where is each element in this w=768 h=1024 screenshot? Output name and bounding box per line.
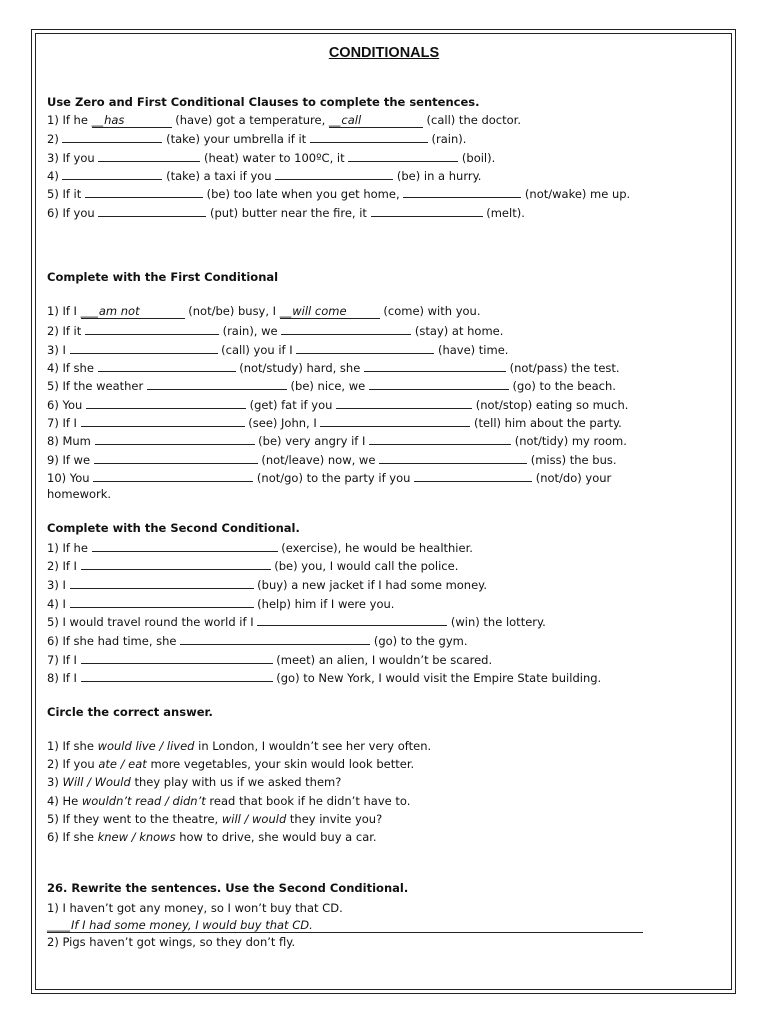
answer-blank[interactable] bbox=[281, 323, 411, 335]
answer-blank[interactable] bbox=[98, 360, 236, 372]
s4-item-3: 3) Will / Would they play with us if we asked them? bbox=[47, 775, 342, 789]
answer-blank[interactable] bbox=[95, 433, 255, 445]
s4-item-5: 5) If they went to the theatre, will / would they invite you? bbox=[47, 812, 383, 826]
answer-blank[interactable] bbox=[180, 633, 370, 645]
answer-blank[interactable] bbox=[336, 397, 472, 409]
answer-blank[interactable] bbox=[70, 596, 254, 608]
answer-blank[interactable] bbox=[81, 652, 273, 664]
s3-item-1: 1) If he (exercise), he would be healthier. bbox=[47, 541, 473, 555]
s3-item-4: 4) I (help) him if I were you. bbox=[47, 597, 395, 611]
answer-blank[interactable] bbox=[296, 342, 434, 354]
answer-options[interactable]: knew / knows bbox=[97, 830, 176, 844]
s2-item-2: 2) If it (rain), we (stay) at home. bbox=[47, 324, 504, 338]
answer-blank[interactable] bbox=[310, 131, 428, 143]
s2-item-4: 4) If she (not/study) hard, she (not/pass) the test. bbox=[47, 361, 620, 375]
answer-blank[interactable] bbox=[379, 452, 527, 464]
s3-item-8: 8) If I (go) to New York, I would visit the Empire State building. bbox=[47, 671, 602, 685]
s2-item-3: 3) I (call) you if I (have) time. bbox=[47, 343, 509, 357]
s2-item-6: 6) You (get) fat if you (not/stop) eating so much. bbox=[47, 398, 629, 412]
s3-item-3: 3) I (buy) a new jacket if I had some money. bbox=[47, 578, 487, 592]
s2-item-9: 9) If we (not/leave) now, we (miss) the bus. bbox=[47, 453, 617, 467]
s1-item-4: 4) (take) a taxi if you (be) in a hurry. bbox=[47, 169, 482, 183]
answer-blank[interactable] bbox=[275, 168, 393, 180]
answer-blank[interactable] bbox=[348, 150, 458, 162]
answer-blank[interactable] bbox=[70, 577, 254, 589]
answer-blank[interactable] bbox=[364, 360, 506, 372]
filled-answer: has bbox=[104, 113, 125, 127]
answer-blank[interactable] bbox=[86, 397, 246, 409]
filled-answer: call bbox=[341, 113, 362, 127]
answer-options[interactable]: would live / lived bbox=[97, 739, 195, 753]
s2-item-1: 1) If I ___am not (not/be) busy, I __will come (come) with you. bbox=[47, 304, 481, 318]
s3-item-2: 2) If I (be) you, I would call the police. bbox=[47, 559, 459, 573]
answer-blank[interactable]: __will come bbox=[280, 305, 380, 319]
answer-blank[interactable]: ____If I had some money, I would buy that CD. bbox=[47, 919, 643, 933]
answer-blank[interactable] bbox=[403, 186, 521, 198]
s4-item-6: 6) If she knew / knows how to drive, she would buy a car. bbox=[47, 830, 377, 844]
section4-heading: Circle the correct answer. bbox=[47, 705, 213, 719]
s5-item-1-answer-line bbox=[47, 918, 643, 933]
answer-options[interactable]: wouldn’t read / didn’t bbox=[81, 794, 206, 808]
s3-item-5: 5) I would travel round the world if I (win) the lottery. bbox=[47, 615, 546, 629]
answer-blank[interactable] bbox=[62, 131, 162, 143]
answer-blank[interactable] bbox=[320, 415, 470, 427]
section2-heading: Complete with the First Conditional bbox=[47, 270, 279, 284]
section3-heading: Complete with the Second Conditional. bbox=[47, 521, 300, 535]
s2-item-10: 10) You (not/go) to the party if you (not/do) your bbox=[47, 471, 612, 485]
answer-blank[interactable] bbox=[81, 558, 271, 570]
answer-options[interactable]: will / would bbox=[221, 812, 287, 826]
section5-heading: 26. Rewrite the sentences. Use the Second Conditional. bbox=[47, 881, 409, 895]
answer-blank[interactable] bbox=[93, 470, 253, 482]
s3-item-7: 7) If I (meet) an alien, I wouldn’t be scared. bbox=[47, 653, 493, 667]
filled-answer: If I had some money, I would buy that CD. bbox=[71, 918, 313, 932]
answer-blank[interactable] bbox=[81, 670, 273, 682]
worksheet-title: CONDITIONALS bbox=[328, 45, 440, 61]
s5-item-1: 1) I haven’t got any money, so I won’t buy that CD. bbox=[47, 901, 343, 915]
s1-item-6: 6) If you (put) butter near the fire, it (melt). bbox=[47, 206, 525, 220]
s1-item-2: 2) (take) your umbrella if it (rain). bbox=[47, 132, 467, 146]
answer-blank[interactable] bbox=[98, 205, 206, 217]
answer-blank[interactable] bbox=[257, 614, 447, 626]
s2-item-7: 7) If I (see) John, I (tell) him about the party. bbox=[47, 416, 622, 430]
s2-item-10-continuation: homework. bbox=[47, 487, 112, 501]
filled-answer: will come bbox=[292, 304, 347, 318]
s4-item-4: 4) He wouldn’t read / didn’t read that book if he didn’t have to. bbox=[47, 794, 411, 808]
answer-blank[interactable] bbox=[92, 540, 278, 552]
s2-item-8: 8) Mum (be) very angry if I (not/tidy) my room. bbox=[47, 434, 627, 448]
answer-blank[interactable] bbox=[369, 433, 511, 445]
answer-blank[interactable] bbox=[81, 415, 245, 427]
s4-item-1: 1) If she would live / lived in London, I wouldn’t see her very often. bbox=[47, 739, 432, 753]
answer-blank[interactable] bbox=[85, 323, 219, 335]
filled-answer: am not bbox=[98, 304, 140, 318]
s1-item-5: 5) If it (be) too late when you get home, (not/wake) me up. bbox=[47, 187, 631, 201]
answer-blank[interactable] bbox=[62, 168, 162, 180]
answer-blank[interactable] bbox=[369, 378, 509, 390]
answer-blank[interactable] bbox=[371, 205, 483, 217]
answer-options[interactable]: ate / eat bbox=[98, 757, 147, 771]
answer-blank[interactable] bbox=[414, 470, 532, 482]
s3-item-6: 6) If she had time, she (go) to the gym. bbox=[47, 634, 468, 648]
s1-item-1: 1) If he __has (have) got a temperature, __call (call) the doctor. bbox=[47, 113, 521, 127]
s4-item-2: 2) If you ate / eat more vegetables, your skin would look better. bbox=[47, 757, 415, 771]
answer-options[interactable]: Will / Would bbox=[62, 775, 131, 789]
answer-blank[interactable] bbox=[147, 378, 287, 390]
section1-heading: Use Zero and First Conditional Clauses to complete the sentences. bbox=[47, 95, 480, 109]
s5-item-2: 2) Pigs haven’t got wings, so they don’t fly. bbox=[47, 935, 296, 949]
answer-blank[interactable]: ___am not bbox=[81, 305, 185, 319]
answer-blank[interactable]: __has bbox=[92, 114, 172, 128]
answer-blank[interactable] bbox=[94, 452, 258, 464]
answer-blank[interactable]: __call bbox=[329, 114, 423, 128]
s2-item-5: 5) If the weather (be) nice, we (go) to the beach. bbox=[47, 379, 616, 393]
answer-blank[interactable] bbox=[85, 186, 203, 198]
answer-blank[interactable] bbox=[70, 342, 218, 354]
answer-blank[interactable] bbox=[98, 150, 200, 162]
s1-item-3: 3) If you (heat) water to 100ºC, it (boil). bbox=[47, 151, 496, 165]
